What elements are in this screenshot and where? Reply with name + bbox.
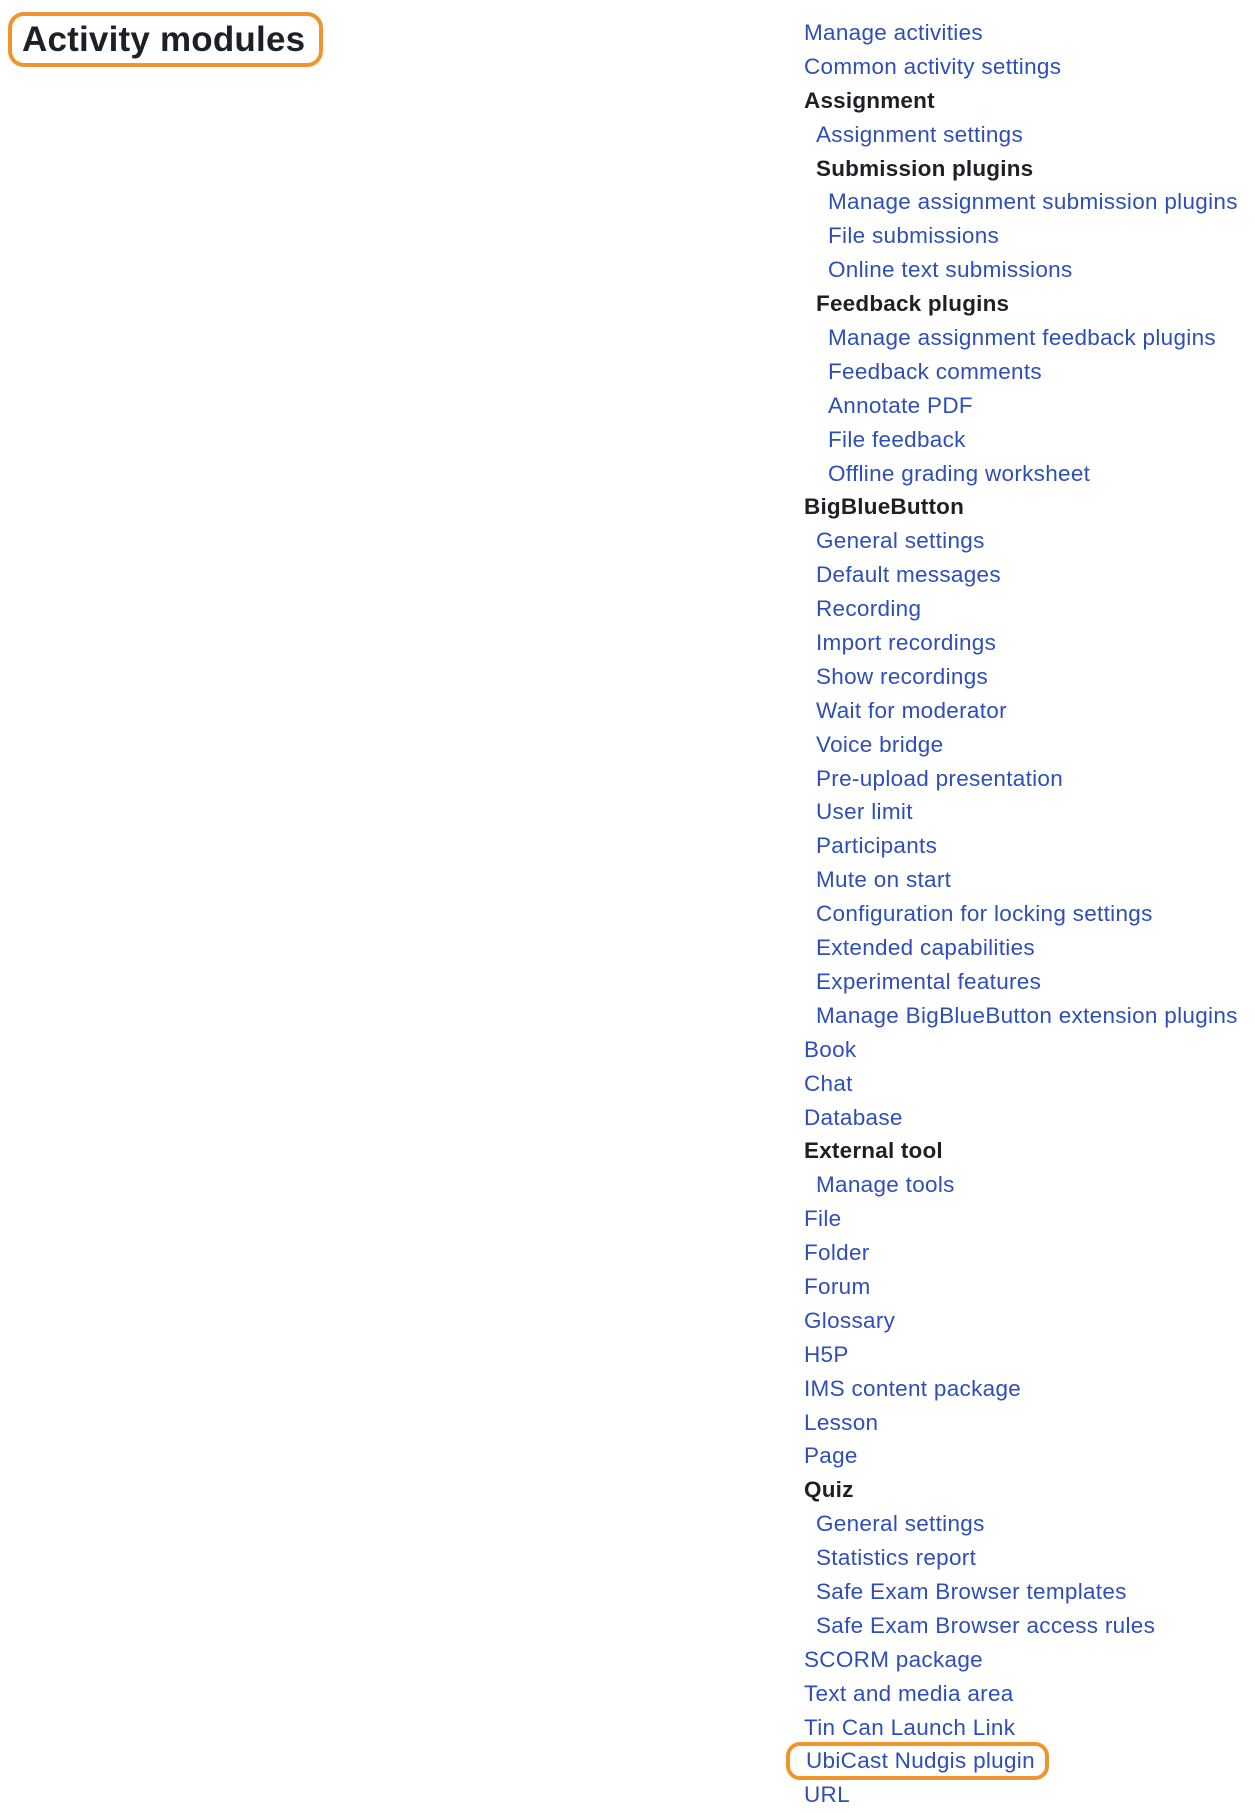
tree-item bbox=[804, 219, 1238, 253]
link-safe-exam-browser-access-rules[interactable]: Safe Exam Browser access rules bbox=[816, 1612, 1156, 1638]
tree-item bbox=[804, 1101, 1238, 1135]
tree-item bbox=[804, 660, 1238, 694]
link-manage-bigbluebutton-extension-plugins[interactable]: Manage BigBlueButton extension plugins bbox=[816, 1002, 1238, 1028]
link-file-submissions[interactable]: File submissions bbox=[828, 223, 1000, 249]
link-ubicast-nudgis-plugin[interactable]: UbiCast Nudgis plugin bbox=[786, 1742, 1049, 1780]
tree-item bbox=[804, 626, 1238, 660]
link-glossary[interactable]: Glossary bbox=[804, 1307, 896, 1333]
tree-item bbox=[804, 1575, 1238, 1609]
tree-item bbox=[804, 1778, 1238, 1812]
link-file-feedback[interactable]: File feedback bbox=[828, 426, 966, 452]
link-folder[interactable]: Folder bbox=[804, 1240, 870, 1266]
tree-category bbox=[804, 1473, 1238, 1507]
category-heading-feedback-plugins: Feedback plugins bbox=[816, 291, 1010, 317]
link-manage-assignment-submission-plugins[interactable]: Manage assignment submission plugins bbox=[828, 189, 1238, 215]
tree-item bbox=[804, 16, 1238, 50]
category-heading-external-tool: External tool bbox=[804, 1138, 943, 1164]
link-manage-activities[interactable]: Manage activities bbox=[804, 20, 983, 45]
tree-item bbox=[804, 1304, 1238, 1338]
tree-item bbox=[804, 863, 1238, 897]
tree-item bbox=[804, 1372, 1238, 1406]
tree-item bbox=[804, 897, 1238, 931]
link-h5p[interactable]: H5P bbox=[804, 1341, 849, 1367]
category-heading-bigbluebutton: BigBlueButton bbox=[804, 494, 965, 520]
link-experimental-features[interactable]: Experimental features bbox=[816, 968, 1042, 994]
tree-item bbox=[804, 1033, 1238, 1067]
link-user-limit[interactable]: User limit bbox=[816, 799, 913, 825]
tree-item bbox=[804, 728, 1238, 762]
tree-item bbox=[804, 1609, 1238, 1643]
tree-item bbox=[804, 1202, 1238, 1236]
link-show-recordings[interactable]: Show recordings bbox=[816, 663, 989, 689]
link-default-messages[interactable]: Default messages bbox=[816, 562, 1001, 588]
link-manage-tools[interactable]: Manage tools bbox=[816, 1172, 955, 1198]
link-common-activity-settings[interactable]: Common activity settings bbox=[804, 53, 1062, 79]
tree-item bbox=[804, 321, 1238, 355]
tree-item bbox=[804, 592, 1238, 626]
tree-item bbox=[804, 1541, 1238, 1575]
link-online-text-submissions[interactable]: Online text submissions bbox=[828, 257, 1073, 283]
tree-item bbox=[804, 253, 1238, 287]
tree-item bbox=[804, 1406, 1238, 1440]
tree-item bbox=[804, 1168, 1238, 1202]
tree-category bbox=[804, 1134, 1238, 1168]
link-import-recordings[interactable]: Import recordings bbox=[816, 630, 997, 656]
tree-item bbox=[804, 999, 1238, 1033]
category-heading-assignment: Assignment bbox=[804, 87, 935, 113]
tree-item bbox=[804, 1270, 1238, 1304]
tree-item bbox=[804, 389, 1238, 423]
tree-item bbox=[804, 423, 1238, 457]
link-voice-bridge[interactable]: Voice bridge bbox=[816, 731, 944, 757]
link-recording[interactable]: Recording bbox=[816, 596, 922, 622]
link-page[interactable]: Page bbox=[804, 1443, 858, 1469]
link-assignment-settings[interactable]: Assignment settings bbox=[816, 121, 1024, 147]
tree-item bbox=[804, 1744, 1238, 1778]
admin-settings-tree bbox=[804, 16, 1238, 1812]
link-safe-exam-browser-templates[interactable]: Safe Exam Browser templates bbox=[816, 1578, 1127, 1604]
tree-item bbox=[804, 965, 1238, 999]
tree-item bbox=[804, 50, 1238, 84]
tree-category bbox=[804, 84, 1238, 118]
tree-item bbox=[804, 1643, 1238, 1677]
tree-item bbox=[804, 558, 1238, 592]
tree-category bbox=[804, 152, 1238, 186]
link-chat[interactable]: Chat bbox=[804, 1070, 853, 1096]
category-heading-submission-plugins: Submission plugins bbox=[816, 155, 1034, 181]
tree-item bbox=[804, 1236, 1238, 1270]
link-general-settings[interactable]: General settings bbox=[816, 1511, 985, 1537]
link-book[interactable]: Book bbox=[804, 1036, 857, 1062]
tree-item bbox=[804, 1677, 1238, 1711]
tree-item bbox=[804, 762, 1238, 796]
link-pre-upload-presentation[interactable]: Pre-upload presentation bbox=[816, 765, 1064, 791]
tree-item bbox=[804, 524, 1238, 558]
link-general-settings[interactable]: General settings bbox=[816, 528, 985, 554]
tree-item bbox=[804, 1338, 1238, 1372]
tree-category bbox=[804, 490, 1238, 524]
link-extended-capabilities[interactable]: Extended capabilities bbox=[816, 935, 1035, 961]
tree-item bbox=[804, 185, 1238, 219]
tree-category bbox=[804, 287, 1238, 321]
link-offline-grading-worksheet[interactable]: Offline grading worksheet bbox=[828, 460, 1091, 486]
link-manage-assignment-feedback-plugins[interactable]: Manage assignment feedback plugins bbox=[828, 325, 1216, 351]
link-file[interactable]: File bbox=[804, 1206, 842, 1232]
link-url[interactable]: URL bbox=[804, 1782, 850, 1808]
tree-item bbox=[804, 931, 1238, 965]
link-tin-can-launch-link[interactable]: Tin Can Launch Link bbox=[804, 1714, 1016, 1740]
tree-item bbox=[804, 694, 1238, 728]
link-lesson[interactable]: Lesson bbox=[804, 1409, 879, 1435]
link-database[interactable]: Database bbox=[804, 1104, 903, 1130]
link-statistics-report[interactable]: Statistics report bbox=[816, 1545, 977, 1571]
tree-item bbox=[804, 1067, 1238, 1101]
link-ims-content-package[interactable]: IMS content package bbox=[804, 1375, 1022, 1401]
link-forum[interactable]: Forum bbox=[804, 1273, 871, 1299]
tree-item bbox=[804, 1711, 1238, 1745]
link-wait-for-moderator[interactable]: Wait for moderator bbox=[816, 697, 1007, 723]
page-title-highlight bbox=[8, 12, 323, 67]
link-annotate-pdf[interactable]: Annotate PDF bbox=[828, 392, 973, 418]
link-mute-on-start[interactable]: Mute on start bbox=[816, 867, 952, 893]
tree-item bbox=[804, 457, 1238, 491]
link-feedback-comments[interactable]: Feedback comments bbox=[828, 358, 1042, 384]
link-scorm-package[interactable]: SCORM package bbox=[804, 1646, 983, 1672]
tree-item bbox=[804, 829, 1238, 863]
link-participants[interactable]: Participants bbox=[816, 833, 938, 859]
tree-item bbox=[804, 1507, 1238, 1541]
category-heading-quiz: Quiz bbox=[804, 1477, 854, 1503]
tree-item bbox=[804, 118, 1238, 152]
tree-item bbox=[804, 795, 1238, 829]
link-configuration-for-locking-settings[interactable]: Configuration for locking settings bbox=[816, 901, 1153, 927]
page-title: Activity modules bbox=[22, 20, 306, 59]
link-text-and-media-area[interactable]: Text and media area bbox=[804, 1680, 1014, 1706]
tree-item bbox=[804, 355, 1238, 389]
tree-item bbox=[804, 1439, 1238, 1473]
